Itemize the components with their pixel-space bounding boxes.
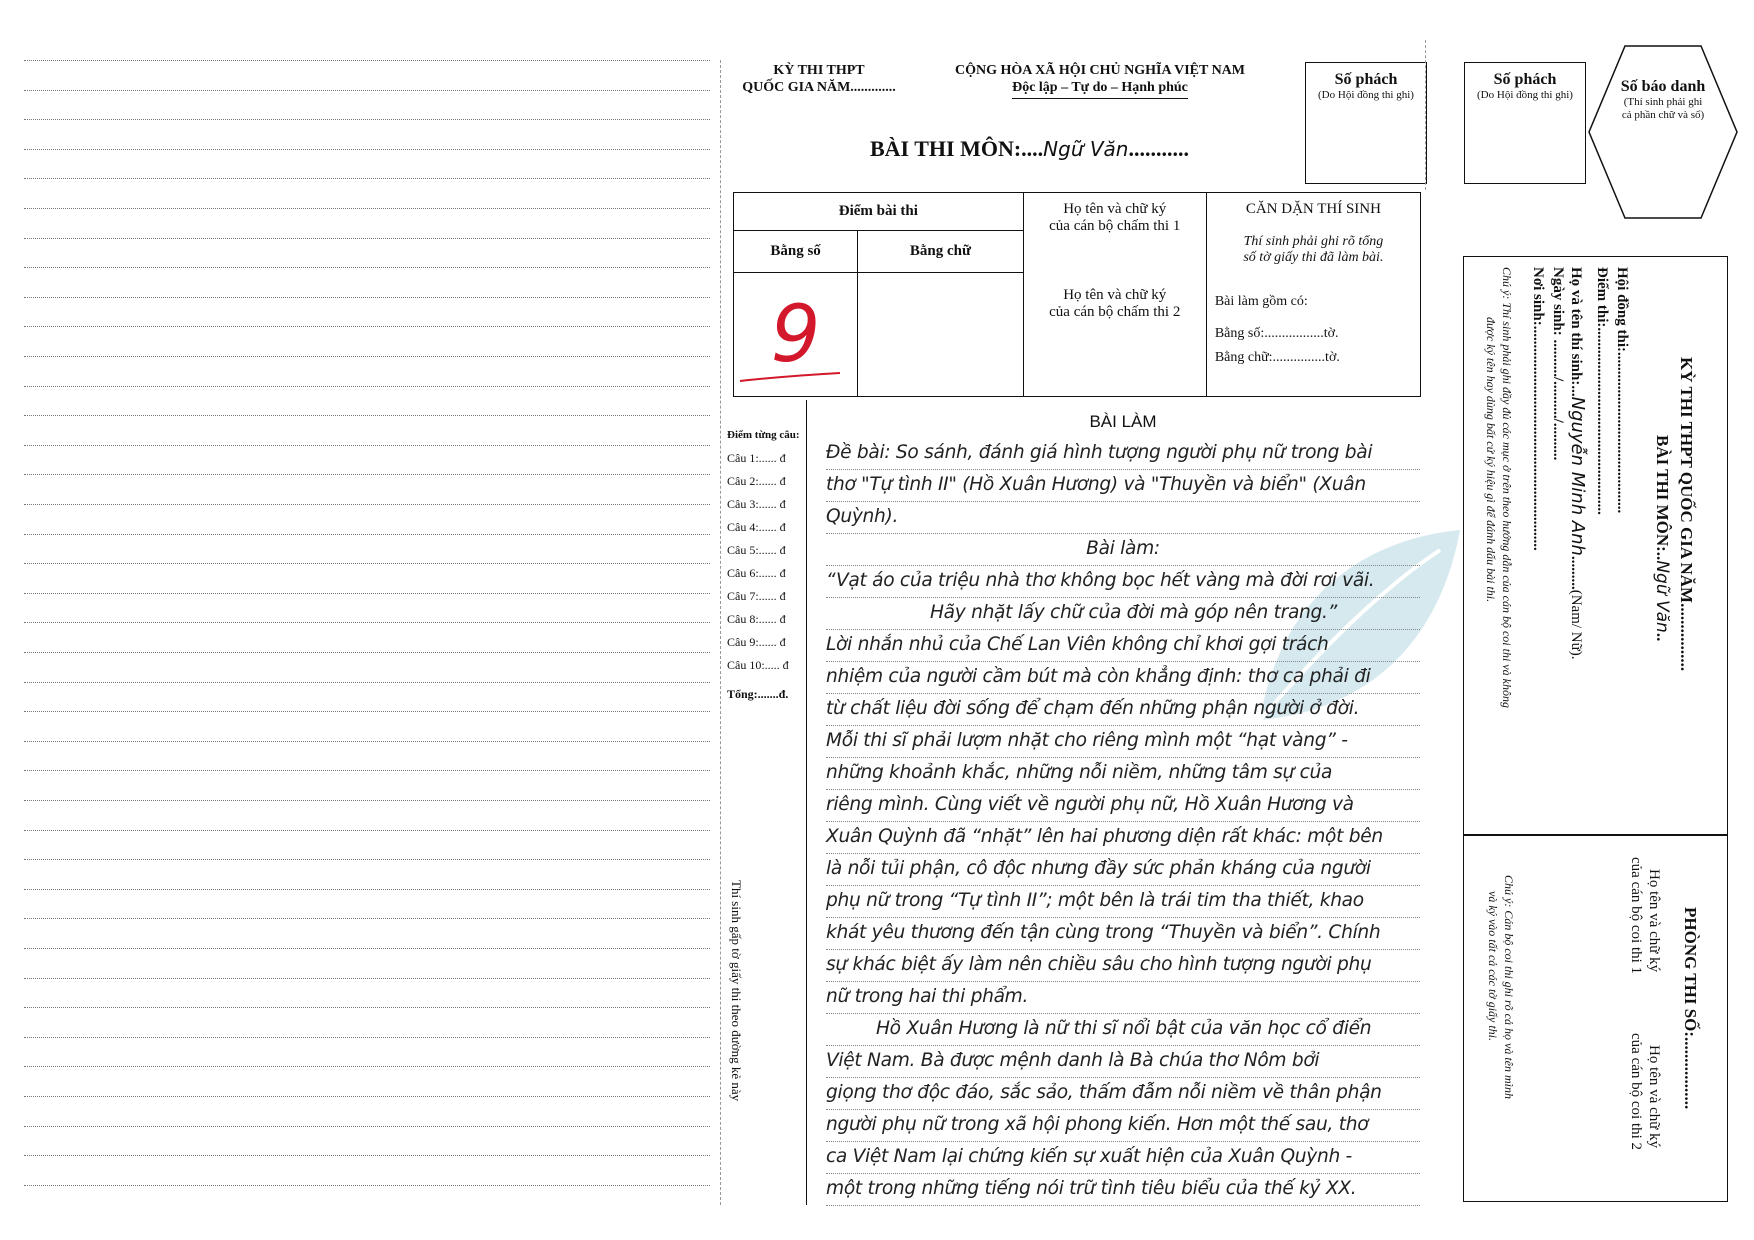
so-phach-box-2: [1464, 62, 1586, 184]
answer-line: nhiệm của người cầm bút mà còn khẳng định: thơ ca phải đi: [826, 662, 1420, 694]
info-ho-ten: Nguyễn Minh Anh: [1567, 396, 1588, 556]
ruled-line: [24, 978, 710, 979]
score-number-cell: [734, 273, 858, 397]
answer-line: thơ "Tự tình II" (Hồ Xuân Hương) và "Thuyền và biển" (Xuân: [826, 470, 1420, 502]
so-phach-label: Số phách: [1493, 71, 1557, 88]
can-dan-line-1: Thí sinh phải ghi rõ tổng: [1243, 234, 1384, 249]
ruled-line: [24, 859, 710, 860]
bai-lam-gom: Bài làm gồm có:: [1214, 294, 1308, 309]
info-subject-line: BÀI THI MÔN:..Ngữ Văn..: [1652, 435, 1672, 642]
exam-header: [724, 62, 914, 96]
room-note-2: và ký vào tất cả các tờ giấy thi.: [1486, 891, 1500, 1042]
info-noi-sinh: Nơi sinh:............................................................: [1530, 267, 1546, 551]
answer-line: ca Việt Nam lại chứng kiến sự xuất hiện của Xuân Quỳnh -: [826, 1142, 1420, 1174]
per-question-title: Điểm từng câu:: [727, 429, 800, 441]
ruled-line: [24, 800, 710, 801]
exam-subject: Ngữ Văn: [1043, 137, 1129, 161]
ruled-line: [24, 652, 710, 653]
score-table: [733, 192, 1421, 397]
ruled-line: [24, 445, 710, 446]
fold-line: [720, 60, 721, 1205]
info-gender: (Nam/ Nữ).: [1568, 589, 1584, 660]
answer-line: một trong những tiếng nói trữ tình tiêu biểu của thế kỷ XX.: [826, 1174, 1420, 1206]
ruled-line: [24, 918, 710, 919]
answer-line: phụ nữ trong “Tự tình II”; một bên là trái tim tha thiết, khao: [826, 886, 1420, 918]
ruled-line: [24, 238, 710, 239]
answer-line: Bài làm:: [826, 534, 1420, 566]
proctor-2-line-2: của cán bộ coi thi 2: [1628, 1033, 1644, 1151]
motto: Độc lập – Tự do – Hạnh phúc: [1012, 79, 1188, 99]
exam-room-panel: [1463, 834, 1728, 1202]
ruled-line: [24, 119, 710, 120]
ruled-line: [24, 593, 710, 594]
candidate-info-panel: [1463, 256, 1728, 836]
question-score-2: Câu 2:...... đ: [727, 474, 786, 488]
per-question-total: Tổng:.......đ.: [727, 687, 789, 701]
ruled-line: [24, 149, 710, 150]
grader-2-line-2: của cán bộ chấm thi 2: [1049, 304, 1181, 320]
ruled-line: [24, 682, 710, 683]
ruled-line: [24, 1037, 710, 1038]
so-bao-danh-label: Số báo danh: [1620, 78, 1706, 95]
so-bao-danh-note-2: cả phần chữ và số): [1621, 109, 1705, 121]
room-title: PHÒNG THI SỐ:.................: [1681, 907, 1700, 1110]
question-score-5: Câu 5:...... đ: [727, 543, 786, 557]
answer-line: Việt Nam. Bà được mệnh danh là Bà chúa thơ Nôm bởi: [826, 1046, 1420, 1078]
exam-line-2: QUỐC GIA NĂM.............: [742, 80, 896, 95]
per-question-scores: [727, 424, 807, 706]
answer-line: “Vạt áo của triệu nhà thơ không bọc hết vàng mà đời rơi vãi.: [826, 566, 1420, 598]
ruled-line: [24, 770, 710, 771]
ruled-line: [24, 474, 710, 475]
question-score-4: Câu 4:...... đ: [727, 520, 786, 534]
so-bao-danh-hexagon: [1587, 44, 1739, 220]
can-dan-thi-sinh: [1206, 193, 1420, 397]
question-score-8: Câu 8:...... đ: [727, 612, 786, 626]
ruled-line: [24, 948, 710, 949]
exam-title: BÀI THI MÔN:....Ngữ Văn...........: [870, 136, 1189, 161]
ruled-line: [24, 534, 710, 535]
grader-signatures: [1023, 193, 1206, 397]
answer-lines: [826, 438, 1420, 1206]
proctor-1-line-2: của cán bộ coi thi 1: [1628, 857, 1644, 975]
score-words-cell: [858, 273, 1024, 397]
hexagon-shape: [1587, 44, 1739, 220]
ruled-line: [24, 830, 710, 831]
ruled-line: [24, 1007, 710, 1008]
ruled-line: [24, 1066, 710, 1067]
info-ho-ten-line: Họ và tên thí sinh:...Nguyễn Minh Anh.........(Nam/ Nữ).: [1567, 267, 1588, 660]
room-note-1: Chú ý: Cán bộ coi thi ghi rõ cả họ và tên mình: [1502, 875, 1516, 1099]
score-underline: [736, 370, 846, 384]
answer-line: từ chất liệu đời sống để chạm đến những phận người ở đời.: [826, 694, 1420, 726]
answer-line: giọng thơ độc đáo, sắc sảo, thấm đẫm nỗi niềm về thân phận: [826, 1078, 1420, 1110]
can-dan-title: CĂN DẶN THÍ SINH: [1245, 201, 1381, 217]
bang-so-to: Bằng số:.................tờ.: [1214, 326, 1339, 341]
question-score-6: Câu 6:...... đ: [727, 566, 786, 580]
exam-line-1: KỲ THI THPT: [773, 63, 865, 78]
info-ho-ten-prefix: Họ và tên thí sinh:...: [1568, 267, 1584, 397]
ruled-line: [24, 356, 710, 357]
ruled-line: [24, 504, 710, 505]
answer-line: Xuân Quỳnh đã “nhặt” lên hai phương diện rất khác: một bên: [826, 822, 1420, 854]
answer-line: Quỳnh).: [826, 502, 1420, 534]
answer-heading: BÀI LÀM: [1089, 412, 1157, 431]
ruled-line: [24, 267, 710, 268]
info-ngay-sinh: Ngày sinh: ........../........../..........: [1550, 267, 1566, 461]
so-phach-label: Số phách: [1334, 71, 1398, 88]
info-exam: KỲ THI THPT QUỐC GIA NĂM................: [1677, 357, 1696, 672]
answer-line: nữ trong hai thi phẩm.: [826, 982, 1420, 1014]
ruled-line: [24, 741, 710, 742]
proctor-2-line-1: Họ tên và chữ ký: [1646, 1045, 1662, 1149]
nation-name: CỘNG HÒA XÃ HỘI CHỦ NGHĨA VIỆT NAM: [954, 63, 1245, 78]
ruled-line: [24, 711, 710, 712]
question-score-3: Câu 3:...... đ: [727, 497, 786, 511]
answer-line: những khoảnh khắc, những nỗi niềm, những tâm sự của: [826, 758, 1420, 790]
bang-so-header: Bằng số: [734, 231, 858, 273]
ruled-line: [24, 60, 710, 61]
answer-line: là nỗi tủi phận, cô độc nhưng đầy sức phản kháng của người: [826, 854, 1420, 886]
national-header: [930, 62, 1270, 99]
diem-bai-thi-header: Điểm bài thi: [734, 193, 1024, 231]
ruled-line: [24, 415, 710, 416]
info-diem-thi: Điểm thi:..................................................: [1594, 267, 1610, 515]
grader-1-line-1: Họ tên và chữ ký: [1063, 201, 1167, 217]
ruled-line: [24, 622, 710, 623]
info-hoi-dong: Hội đồng thi:...........................................: [1614, 267, 1630, 514]
answer-line: Hãy nhặt lấy chữ của đời mà góp nên trang.”: [826, 598, 1420, 630]
cut-line: [1425, 40, 1426, 190]
so-bao-danh-note-1: (Thí sinh phải ghi: [1623, 96, 1703, 108]
bang-chu-to: Bằng chữ:...............tờ.: [1214, 350, 1340, 365]
answer-line: Đề bài: So sánh, đánh giá hình tượng người phụ nữ trong bài: [826, 438, 1420, 470]
margin-line: [806, 400, 807, 1205]
answer-line: riêng mình. Cùng viết về người phụ nữ, Hồ Xuân Hương và: [826, 790, 1420, 822]
answer-line: khát yêu thương đến tận cùng trong “Thuyền và biển”. Chính: [826, 918, 1420, 950]
question-score-7: Câu 7:...... đ: [727, 589, 786, 603]
so-phach-note: (Do Hội đồng thi ghi): [1477, 89, 1573, 101]
ruled-line: [24, 386, 710, 387]
answer-area: [826, 412, 1420, 1212]
grader-1-line-2: của cán bộ chấm thi 1: [1049, 218, 1181, 234]
answer-line: Lời nhắn nhủ của Chế Lan Viên không chỉ khơi gợi trách: [826, 630, 1420, 662]
grader-2-line-1: Họ tên và chữ ký: [1063, 287, 1167, 303]
info-note-1: Chú ý: Thí sinh phải ghi đầy đủ các mục ở trên theo hướng dẫn của cán bộ coi thi và không: [1500, 267, 1514, 708]
score-value: 9: [770, 289, 821, 380]
bang-chu-header: Bằng chữ: [858, 231, 1024, 273]
fold-instruction: Thí sinh gấp tờ giấy thi theo đường kẻ này: [729, 880, 744, 1102]
ruled-line: [24, 1185, 710, 1186]
ruled-line: [24, 297, 710, 298]
answer-line: Hồ Xuân Hương là nữ thi sĩ nổi bật của văn học cổ điển: [826, 1014, 1420, 1046]
answer-line: người phụ nữ trong xã hội phong kiến. Hơn một thế sau, thơ: [826, 1110, 1420, 1142]
ruled-line: [24, 1126, 710, 1127]
exam-title-prefix: BÀI THI MÔN:: [870, 136, 1022, 161]
question-score-10: Câu 10:..... đ: [727, 658, 789, 672]
ruled-line: [24, 1096, 710, 1097]
ruled-line: [24, 178, 710, 179]
ruled-line: [24, 889, 710, 890]
answer-line: Mỗi thi sĩ phải lượm nhặt cho riêng mình một “hạt vàng” -: [826, 726, 1420, 758]
left-ruled-page: [24, 60, 710, 1210]
ruled-line: [24, 1155, 710, 1156]
ruled-line: [24, 563, 710, 564]
ruled-line: [24, 326, 710, 327]
answer-line: sự khác biệt ấy làm nên chiều sâu cho hình tượng người phụ: [826, 950, 1420, 982]
info-subject-prefix: BÀI THI MÔN:..: [1653, 435, 1672, 561]
info-note-2: được ký tên hay dùng bất cứ ký hiệu gì để đánh dấu bài thi.: [1484, 317, 1498, 603]
ruled-line: [24, 208, 710, 209]
info-subject: Ngữ Văn: [1652, 560, 1672, 633]
question-score-9: Câu 9:...... đ: [727, 635, 786, 649]
can-dan-line-2: số tờ giấy thi đã làm bài.: [1243, 250, 1384, 265]
so-phach-box-1: [1305, 62, 1427, 184]
question-score-1: Câu 1:...... đ: [727, 451, 786, 465]
ruled-line: [24, 90, 710, 91]
so-phach-note: (Do Hội đồng thi ghi): [1318, 89, 1414, 101]
proctor-1-line-1: Họ tên và chữ ký: [1646, 869, 1662, 973]
